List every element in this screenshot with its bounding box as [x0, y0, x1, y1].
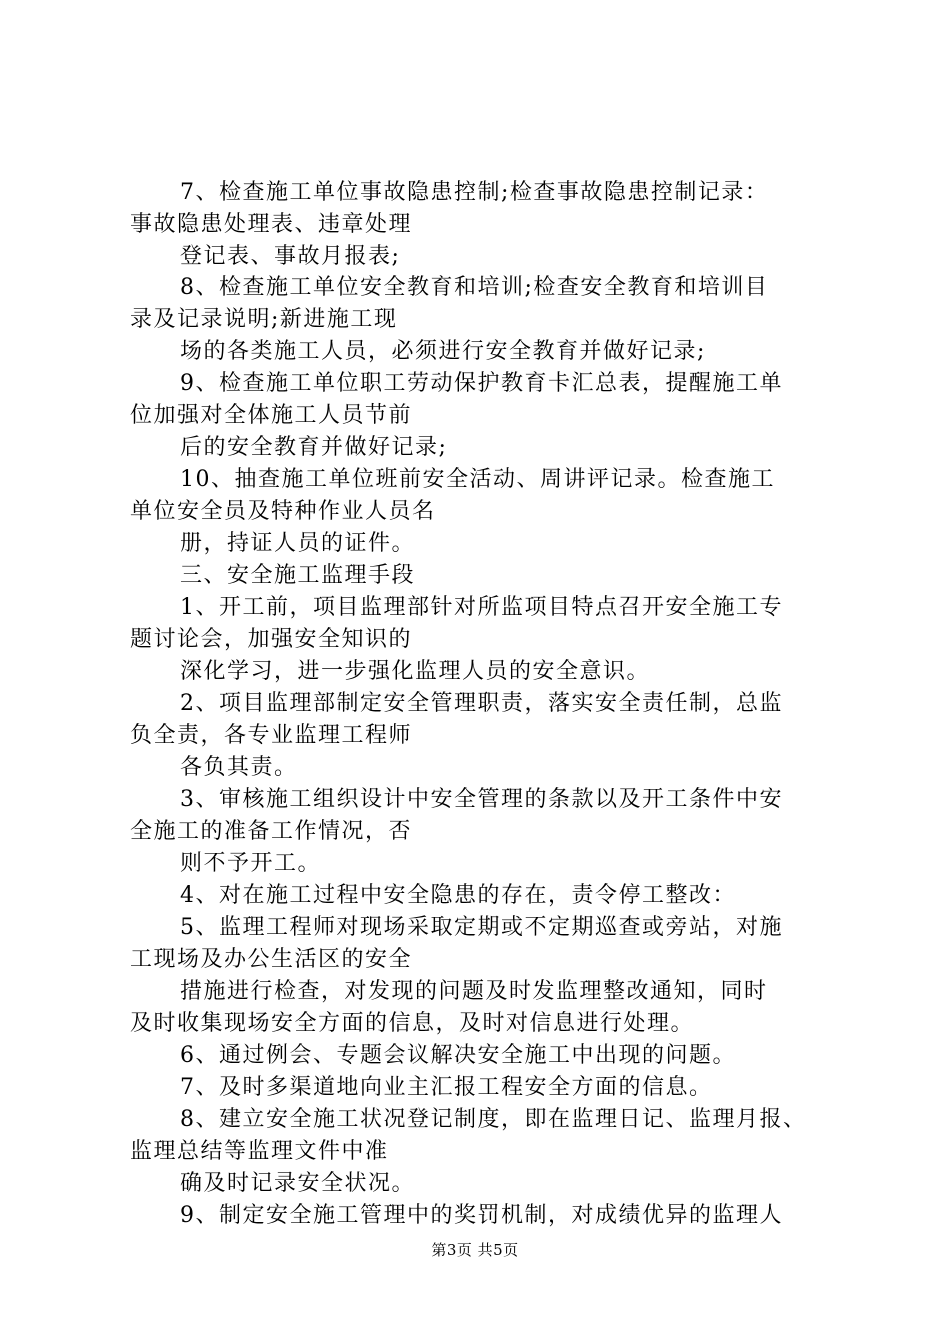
- text-line: 录及记录说明;新进施工现: [130, 307, 398, 332]
- text-line: 1、开工前，项目监理部针对所监项目特点召开安全施工专: [180, 595, 783, 620]
- text-line: 全施工的准备工作情况，否: [130, 819, 413, 844]
- text-line: 负全责，各专业监理工程师: [130, 723, 413, 748]
- section-heading: 三、安全施工监理手段: [180, 563, 416, 588]
- text-line: 9、检查施工单位职工劳动保护教育卡汇总表，提醒施工单: [180, 371, 783, 396]
- text-line: 5、监理工程师对现场采取定期或不定期巡查或旁站，对施: [180, 915, 783, 940]
- text-line: 8、建立安全施工状况登记制度，即在监理日记、监理月报、: [180, 1107, 807, 1132]
- text-line: 册，持证人员的证件。: [180, 531, 416, 556]
- text-line: 2、项目监理部制定安全管理职责，落实安全责任制，总监: [180, 691, 783, 716]
- text-line: 各负其责。: [180, 755, 298, 780]
- text-line: 措施进行检查，对发现的问题及时发监理整改通知，同时: [180, 979, 768, 1004]
- text-line: 确及时记录安全状况。: [180, 1171, 416, 1196]
- text-line: 工现场及办公生活区的安全: [130, 947, 413, 972]
- text-line: 单位安全员及特种作业人员名: [130, 499, 436, 524]
- text-line: 10、抽查施工单位班前安全活动、周讲评记录。检查施工: [180, 467, 775, 492]
- text-line: 8、检查施工单位安全教育和培训;检查安全教育和培训目: [180, 275, 769, 300]
- text-line: 9、制定安全施工管理中的奖罚机制，对成绩优异的监理人: [180, 1203, 783, 1228]
- text-line: 深化学习，进一步强化监理人员的安全意识。: [180, 659, 651, 684]
- page-number-footer: 第3页 共5页: [431, 1241, 519, 1259]
- text-line: 题讨论会，加强安全知识的: [130, 627, 413, 652]
- text-line: 7、检查施工单位事故隐患控制;检查事故隐患控制记录：: [180, 180, 769, 205]
- text-line: 6、通过例会、专题会议解决安全施工中出现的问题。: [180, 1043, 736, 1068]
- text-line: 登记表、事故月报表;: [180, 244, 401, 269]
- text-line: 监理总结等监理文件中准: [130, 1139, 389, 1164]
- text-line: 场的各类施工人员，必须进行安全教育并做好记录;: [180, 339, 706, 364]
- text-line: 4、对在施工过程中安全隐患的存在，责令停工整改：: [180, 883, 736, 908]
- text-line: 后的安全教育并做好记录;: [180, 435, 448, 460]
- text-line: 7、及时多渠道地向业主汇报工程安全方面的信息。: [180, 1075, 713, 1100]
- text-line: 位加强对全体施工人员节前: [130, 403, 413, 428]
- text-line: 事故隐患处理表、违章处理: [130, 212, 413, 237]
- text-line: 则不予开工。: [180, 851, 322, 876]
- text-line: 及时收集现场安全方面的信息，及时对信息进行处理。: [130, 1011, 695, 1036]
- text-line: 3、审核施工组织设计中安全管理的条款以及开工条件中安: [180, 787, 783, 812]
